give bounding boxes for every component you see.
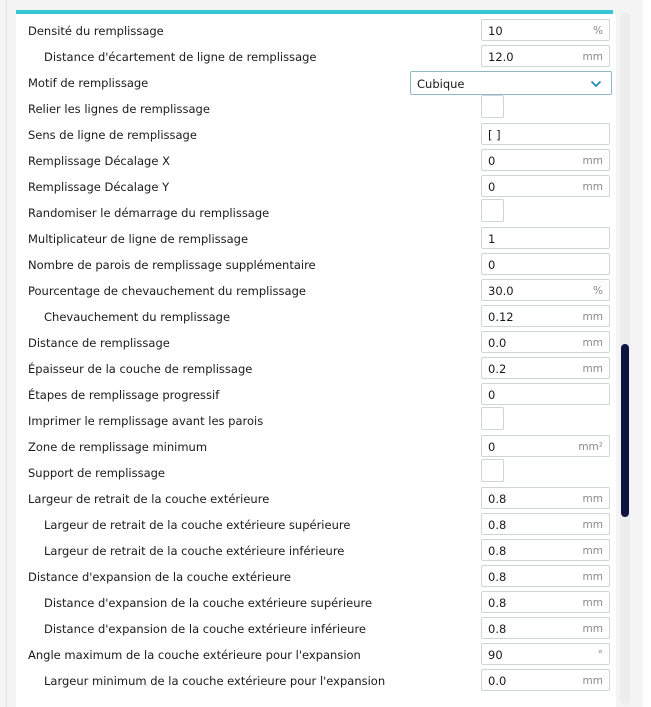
setting-row [16, 380, 616, 406]
setting-value: 0.8 [488, 596, 507, 610]
setting-unit: mm [582, 51, 603, 63]
setting-value: 90 [488, 648, 503, 662]
setting-unit: mm [582, 337, 603, 349]
setting-row [16, 354, 616, 380]
panel-right-edge [643, 0, 651, 707]
setting-label: Imprimer le remplissage avant les parois [28, 414, 264, 428]
setting-row [16, 666, 616, 692]
setting-input[interactable] [481, 539, 610, 561]
setting-input[interactable] [481, 19, 610, 41]
setting-value: 0.0 [488, 336, 507, 350]
setting-input[interactable] [481, 175, 610, 197]
setting-value: 0 [488, 440, 496, 454]
setting-value: 1 [488, 232, 496, 246]
setting-input[interactable] [481, 513, 610, 535]
setting-row [16, 562, 616, 588]
setting-value: 0.8 [488, 622, 507, 636]
setting-label: Distance d'expansion de la couche extérieure [28, 570, 291, 584]
setting-label: Pourcentage de chevauchement du remplissage [28, 284, 306, 298]
chevron-down-icon [590, 78, 602, 90]
setting-input[interactable] [481, 565, 610, 587]
setting-row [16, 198, 616, 224]
setting-unit: mm [582, 545, 603, 557]
setting-unit: mm [582, 363, 603, 375]
setting-label: Chevauchement du remplissage [44, 310, 231, 324]
setting-unit: mm [582, 155, 603, 167]
setting-input[interactable] [481, 669, 610, 691]
setting-unit: mm [582, 571, 603, 583]
setting-label: Distance d'expansion de la couche extérieure supérieure [44, 596, 373, 610]
setting-unit: mm [582, 623, 603, 635]
setting-value: 0.0 [488, 674, 507, 688]
setting-input[interactable] [481, 435, 610, 457]
setting-input[interactable] [481, 331, 610, 353]
setting-row [16, 640, 616, 666]
setting-value: 30.0 [488, 284, 514, 298]
setting-label: Largeur minimum de la couche extérieure pour l'expansion [44, 674, 386, 688]
setting-value: 10 [488, 24, 503, 38]
setting-unit: mm [582, 597, 603, 609]
setting-value: 0.8 [488, 492, 507, 506]
setting-checkbox[interactable] [481, 459, 504, 482]
setting-label: Nombre de parois de remplissage supplémentaire [28, 258, 316, 272]
setting-label: Zone de remplissage minimum [28, 440, 208, 454]
setting-row [16, 328, 616, 354]
setting-row [16, 224, 616, 250]
setting-label: Remplissage Décalage Y [28, 180, 170, 194]
setting-label: Motif de remplissage [28, 76, 149, 90]
setting-label: Étapes de remplissage progressif [28, 388, 220, 402]
setting-checkbox[interactable] [481, 95, 504, 118]
setting-row [16, 172, 616, 198]
infill-pattern-dropdown[interactable] [410, 71, 612, 95]
setting-row [16, 614, 616, 640]
setting-label: Multiplicateur de ligne de remplissage [28, 232, 249, 246]
setting-value: 0.12 [488, 310, 514, 324]
setting-label: Épaisseur de la couche de remplissage [28, 362, 253, 376]
setting-label: Relier les lignes de remplissage [28, 102, 210, 116]
setting-row [16, 250, 616, 276]
setting-row [16, 484, 616, 510]
setting-value: 0.2 [488, 362, 507, 376]
setting-input[interactable] [481, 643, 610, 665]
panel-border [6, 0, 7, 707]
setting-value: 12.0 [488, 50, 514, 64]
setting-label: Distance d'expansion de la couche extérieure inférieure [44, 622, 366, 636]
setting-unit: % [593, 285, 603, 297]
setting-input[interactable] [481, 279, 610, 301]
setting-value: 0 [488, 154, 496, 168]
setting-label: Densité du remplissage [28, 24, 164, 38]
setting-input[interactable] [481, 591, 610, 613]
setting-checkbox[interactable] [481, 199, 504, 222]
setting-unit: mm [582, 311, 603, 323]
setting-row [16, 276, 616, 302]
setting-row [16, 302, 616, 328]
setting-row [16, 16, 616, 42]
setting-row [16, 536, 616, 562]
setting-value: 0.8 [488, 518, 507, 532]
setting-input[interactable] [481, 253, 610, 275]
setting-value: 0.8 [488, 570, 507, 584]
setting-row [16, 588, 616, 614]
setting-unit: mm [582, 181, 603, 193]
setting-input[interactable] [481, 357, 610, 379]
scrollbar-thumb[interactable] [621, 344, 629, 517]
setting-label: Distance d'écartement de ligne de remplissage [44, 50, 317, 64]
setting-row [16, 432, 616, 458]
setting-unit: mm [582, 675, 603, 687]
setting-input[interactable] [481, 45, 610, 67]
setting-unit: ° [597, 649, 603, 661]
setting-input[interactable] [481, 487, 610, 509]
setting-label: Angle maximum de la couche extérieure pour l'expansion [28, 648, 361, 662]
setting-input[interactable] [481, 227, 610, 249]
setting-label: Largeur de retrait de la couche extérieure supérieure [44, 518, 351, 532]
setting-row [16, 406, 616, 432]
setting-value: 0 [488, 258, 496, 272]
setting-row [16, 42, 616, 68]
setting-value: 0 [488, 180, 496, 194]
setting-row [16, 458, 616, 484]
setting-label: Support de remplissage [28, 466, 165, 480]
setting-input[interactable] [481, 149, 610, 171]
setting-value: 0 [488, 388, 496, 402]
setting-input[interactable] [481, 305, 610, 327]
setting-label: Largeur de retrait de la couche extérieure [28, 492, 270, 506]
setting-input[interactable] [481, 123, 610, 145]
setting-checkbox[interactable] [481, 407, 504, 430]
setting-label: Sens de ligne de remplissage [28, 128, 197, 142]
setting-label: Remplissage Décalage X [28, 154, 170, 168]
settings-list [16, 14, 616, 707]
setting-unit: mm² [578, 441, 603, 453]
setting-row [16, 510, 616, 536]
setting-input[interactable] [481, 617, 610, 639]
setting-label: Randomiser le démarrage du remplissage [28, 206, 270, 220]
setting-label: Distance de remplissage [28, 336, 170, 350]
setting-value: 0.8 [488, 544, 507, 558]
setting-row [16, 120, 616, 146]
setting-label: Largeur de retrait de la couche extérieure inférieure [44, 544, 345, 558]
setting-unit: mm [582, 519, 603, 531]
dropdown-selected-value: Cubique [417, 77, 465, 91]
setting-row [16, 68, 616, 94]
setting-input[interactable] [481, 383, 610, 405]
setting-row [16, 94, 616, 120]
setting-unit: % [593, 25, 603, 37]
setting-unit: mm [582, 493, 603, 505]
setting-row [16, 146, 616, 172]
setting-value: [ ] [488, 128, 501, 142]
